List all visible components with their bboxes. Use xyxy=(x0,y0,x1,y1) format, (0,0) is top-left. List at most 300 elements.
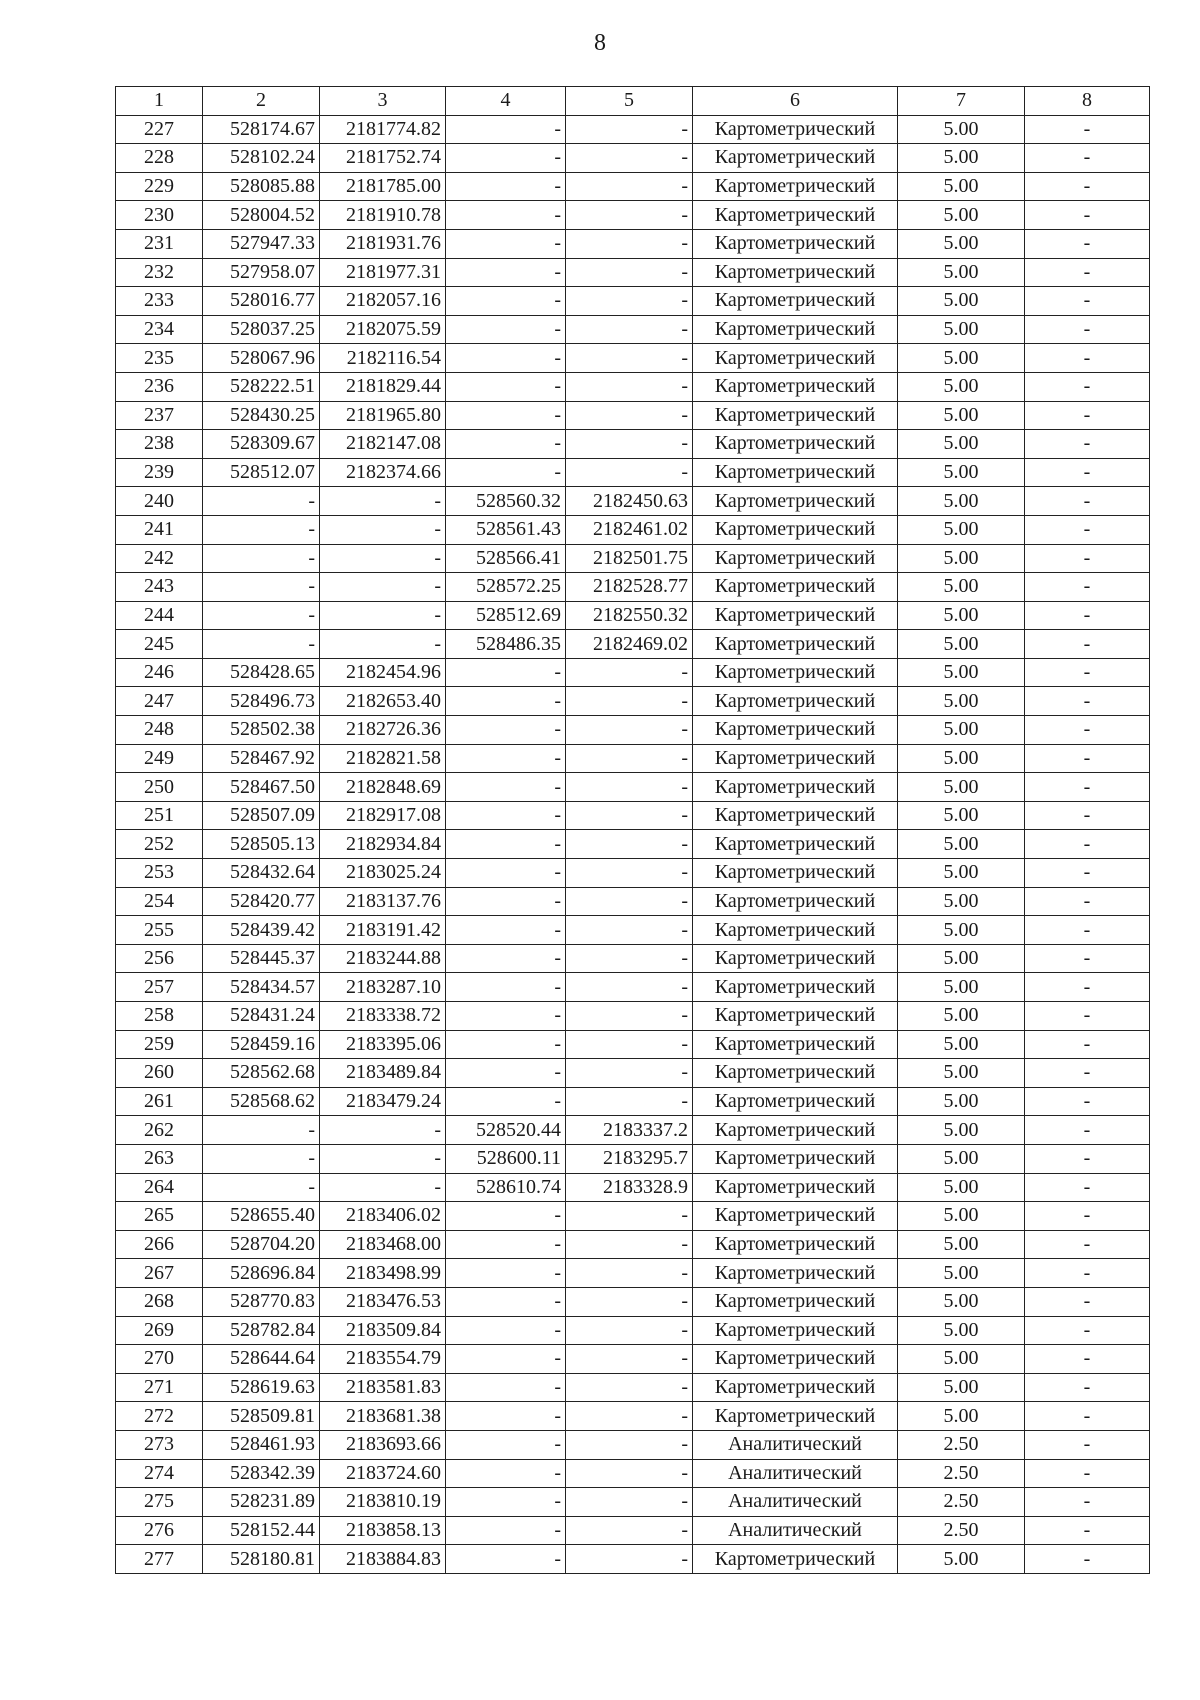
accuracy-cell: 5.00 xyxy=(898,144,1025,173)
accuracy-cell: 5.00 xyxy=(898,458,1025,487)
y-coordinate-new-cell: 2183295.7 xyxy=(566,1144,693,1173)
accuracy-cell: 5.00 xyxy=(898,1087,1025,1116)
y-coordinate-new-cell: - xyxy=(566,1345,693,1374)
y-coordinate-new-cell: - xyxy=(566,1259,693,1288)
table-row xyxy=(116,544,1150,573)
y-coordinate-cell: 2181785.00 xyxy=(320,172,446,201)
y-coordinate-new-cell: - xyxy=(566,801,693,830)
table-row xyxy=(116,515,1150,544)
column-header-8: 8 xyxy=(1025,87,1150,116)
x-coordinate-cell: 528037.25 xyxy=(203,315,320,344)
method-cell: Картометрический xyxy=(693,687,898,716)
note-cell: - xyxy=(1025,144,1150,173)
x-coordinate-new-cell: - xyxy=(446,1430,566,1459)
accuracy-cell: 5.00 xyxy=(898,544,1025,573)
x-coordinate-cell: - xyxy=(203,515,320,544)
y-coordinate-cell: 2181931.76 xyxy=(320,229,446,258)
method-cell: Картометрический xyxy=(693,801,898,830)
y-coordinate-cell: 2182057.16 xyxy=(320,287,446,316)
accuracy-cell: 5.00 xyxy=(898,229,1025,258)
x-coordinate-cell: 528180.81 xyxy=(203,1545,320,1574)
y-coordinate-cell: 2183498.99 xyxy=(320,1259,446,1288)
note-cell: - xyxy=(1025,315,1150,344)
accuracy-cell: 5.00 xyxy=(898,1345,1025,1374)
x-coordinate-cell: 528420.77 xyxy=(203,887,320,916)
x-coordinate-cell: 528222.51 xyxy=(203,372,320,401)
note-cell: - xyxy=(1025,1430,1150,1459)
x-coordinate-new-cell: - xyxy=(446,830,566,859)
accuracy-cell: 5.00 xyxy=(898,372,1025,401)
point-number-cell: 227 xyxy=(116,115,203,144)
y-coordinate-new-cell: - xyxy=(566,1459,693,1488)
x-coordinate-new-cell: - xyxy=(446,144,566,173)
y-coordinate-new-cell: - xyxy=(566,201,693,230)
table-row xyxy=(116,658,1150,687)
method-cell: Аналитический xyxy=(693,1459,898,1488)
note-cell: - xyxy=(1025,658,1150,687)
x-coordinate-cell: 528342.39 xyxy=(203,1459,320,1488)
point-number-cell: 230 xyxy=(116,201,203,230)
x-coordinate-new-cell: 528560.32 xyxy=(446,487,566,516)
x-coordinate-new-cell: - xyxy=(446,1030,566,1059)
method-cell: Картометрический xyxy=(693,887,898,916)
point-number-cell: 273 xyxy=(116,1430,203,1459)
x-coordinate-cell: 528434.57 xyxy=(203,973,320,1002)
method-cell: Картометрический xyxy=(693,1545,898,1574)
x-coordinate-new-cell: 528600.11 xyxy=(446,1144,566,1173)
y-coordinate-new-cell: - xyxy=(566,944,693,973)
table-row xyxy=(116,1459,1150,1488)
accuracy-cell: 5.00 xyxy=(898,401,1025,430)
y-coordinate-new-cell: - xyxy=(566,1316,693,1345)
x-coordinate-cell: 528512.07 xyxy=(203,458,320,487)
x-coordinate-cell: 528439.42 xyxy=(203,916,320,945)
y-coordinate-new-cell: - xyxy=(566,1030,693,1059)
x-coordinate-cell: - xyxy=(203,1173,320,1202)
y-coordinate-cell: 2182821.58 xyxy=(320,744,446,773)
accuracy-cell: 5.00 xyxy=(898,1373,1025,1402)
table-row xyxy=(116,344,1150,373)
note-cell: - xyxy=(1025,1316,1150,1345)
y-coordinate-cell: 2183287.10 xyxy=(320,973,446,1002)
point-number-cell: 237 xyxy=(116,401,203,430)
x-coordinate-new-cell: 528572.25 xyxy=(446,573,566,602)
table-row xyxy=(116,773,1150,802)
y-coordinate-cell: 2181752.74 xyxy=(320,144,446,173)
y-coordinate-new-cell: - xyxy=(566,1059,693,1088)
table-row xyxy=(116,1373,1150,1402)
point-number-cell: 257 xyxy=(116,973,203,1002)
table-row xyxy=(116,830,1150,859)
point-number-cell: 270 xyxy=(116,1345,203,1374)
method-cell: Картометрический xyxy=(693,716,898,745)
y-coordinate-new-cell: - xyxy=(566,916,693,945)
x-coordinate-new-cell: - xyxy=(446,1316,566,1345)
accuracy-cell: 2.50 xyxy=(898,1516,1025,1545)
y-coordinate-cell: - xyxy=(320,1144,446,1173)
accuracy-cell: 5.00 xyxy=(898,687,1025,716)
x-coordinate-new-cell: - xyxy=(446,1259,566,1288)
y-coordinate-new-cell: - xyxy=(566,716,693,745)
x-coordinate-new-cell: - xyxy=(446,1402,566,1431)
y-coordinate-new-cell: 2182469.02 xyxy=(566,630,693,659)
column-header-7: 7 xyxy=(898,87,1025,116)
note-cell: - xyxy=(1025,258,1150,287)
method-cell: Картометрический xyxy=(693,1173,898,1202)
note-cell: - xyxy=(1025,601,1150,630)
table-row xyxy=(116,372,1150,401)
note-cell: - xyxy=(1025,172,1150,201)
point-number-cell: 250 xyxy=(116,773,203,802)
y-coordinate-cell: - xyxy=(320,487,446,516)
method-cell: Картометрический xyxy=(693,630,898,659)
method-cell: Картометрический xyxy=(693,287,898,316)
table-row xyxy=(116,401,1150,430)
note-cell: - xyxy=(1025,1287,1150,1316)
x-coordinate-new-cell: - xyxy=(446,1373,566,1402)
x-coordinate-new-cell: 528610.74 xyxy=(446,1173,566,1202)
accuracy-cell: 5.00 xyxy=(898,1287,1025,1316)
note-cell: - xyxy=(1025,1173,1150,1202)
accuracy-cell: 5.00 xyxy=(898,1202,1025,1231)
method-cell: Картометрический xyxy=(693,115,898,144)
method-cell: Картометрический xyxy=(693,601,898,630)
y-coordinate-cell: 2182116.54 xyxy=(320,344,446,373)
point-number-cell: 259 xyxy=(116,1030,203,1059)
table-row xyxy=(116,1144,1150,1173)
accuracy-cell: 5.00 xyxy=(898,1230,1025,1259)
x-coordinate-cell: 528309.67 xyxy=(203,430,320,459)
note-cell: - xyxy=(1025,1087,1150,1116)
method-cell: Картометрический xyxy=(693,859,898,888)
x-coordinate-cell: - xyxy=(203,1144,320,1173)
y-coordinate-new-cell: 2182450.63 xyxy=(566,487,693,516)
method-cell: Картометрический xyxy=(693,1230,898,1259)
y-coordinate-new-cell: - xyxy=(566,172,693,201)
x-coordinate-new-cell: - xyxy=(446,973,566,1002)
y-coordinate-new-cell: 2183337.2 xyxy=(566,1116,693,1145)
point-number-cell: 232 xyxy=(116,258,203,287)
y-coordinate-new-cell: - xyxy=(566,229,693,258)
x-coordinate-new-cell: - xyxy=(446,372,566,401)
point-number-cell: 261 xyxy=(116,1087,203,1116)
accuracy-cell: 5.00 xyxy=(898,315,1025,344)
x-coordinate-cell: - xyxy=(203,544,320,573)
x-coordinate-cell: - xyxy=(203,601,320,630)
accuracy-cell: 5.00 xyxy=(898,1402,1025,1431)
y-coordinate-new-cell: 2182501.75 xyxy=(566,544,693,573)
table-row xyxy=(116,1202,1150,1231)
accuracy-cell: 5.00 xyxy=(898,859,1025,888)
table-row xyxy=(116,744,1150,773)
x-coordinate-new-cell: - xyxy=(446,172,566,201)
y-coordinate-cell: 2183509.84 xyxy=(320,1316,446,1345)
point-number-cell: 276 xyxy=(116,1516,203,1545)
point-number-cell: 246 xyxy=(116,658,203,687)
accuracy-cell: 5.00 xyxy=(898,830,1025,859)
x-coordinate-new-cell: - xyxy=(446,401,566,430)
y-coordinate-cell: - xyxy=(320,573,446,602)
y-coordinate-new-cell: 2182461.02 xyxy=(566,515,693,544)
x-coordinate-cell: 528231.89 xyxy=(203,1488,320,1517)
x-coordinate-new-cell: - xyxy=(446,1087,566,1116)
note-cell: - xyxy=(1025,229,1150,258)
x-coordinate-new-cell: - xyxy=(446,1488,566,1517)
point-number-cell: 272 xyxy=(116,1402,203,1431)
y-coordinate-new-cell: - xyxy=(566,372,693,401)
method-cell: Картометрический xyxy=(693,258,898,287)
note-cell: - xyxy=(1025,401,1150,430)
table-row xyxy=(116,172,1150,201)
y-coordinate-cell: 2183810.19 xyxy=(320,1488,446,1517)
method-cell: Картометрический xyxy=(693,916,898,945)
method-cell: Картометрический xyxy=(693,1402,898,1431)
table-row xyxy=(116,1516,1150,1545)
y-coordinate-new-cell: - xyxy=(566,344,693,373)
method-cell: Аналитический xyxy=(693,1488,898,1517)
point-number-cell: 256 xyxy=(116,944,203,973)
accuracy-cell: 5.00 xyxy=(898,1030,1025,1059)
column-header-4: 4 xyxy=(446,87,566,116)
y-coordinate-cell: - xyxy=(320,1116,446,1145)
x-coordinate-new-cell: - xyxy=(446,344,566,373)
accuracy-cell: 5.00 xyxy=(898,258,1025,287)
y-coordinate-new-cell: - xyxy=(566,258,693,287)
y-coordinate-cell: 2182374.66 xyxy=(320,458,446,487)
table-row xyxy=(116,1488,1150,1517)
x-coordinate-new-cell: - xyxy=(446,916,566,945)
note-cell: - xyxy=(1025,1144,1150,1173)
x-coordinate-cell: 528461.93 xyxy=(203,1430,320,1459)
x-coordinate-new-cell: - xyxy=(446,1459,566,1488)
point-number-cell: 269 xyxy=(116,1316,203,1345)
y-coordinate-cell: 2182147.08 xyxy=(320,430,446,459)
point-number-cell: 234 xyxy=(116,315,203,344)
y-coordinate-cell: 2183338.72 xyxy=(320,1002,446,1031)
x-coordinate-cell: 528782.84 xyxy=(203,1316,320,1345)
method-cell: Аналитический xyxy=(693,1430,898,1459)
accuracy-cell: 5.00 xyxy=(898,716,1025,745)
x-coordinate-cell: - xyxy=(203,630,320,659)
method-cell: Картометрический xyxy=(693,1316,898,1345)
point-number-cell: 253 xyxy=(116,859,203,888)
x-coordinate-new-cell: 528566.41 xyxy=(446,544,566,573)
note-cell: - xyxy=(1025,916,1150,945)
method-cell: Картометрический xyxy=(693,430,898,459)
point-number-cell: 263 xyxy=(116,1144,203,1173)
y-coordinate-cell: - xyxy=(320,1173,446,1202)
point-number-cell: 252 xyxy=(116,830,203,859)
y-coordinate-cell: 2183406.02 xyxy=(320,1202,446,1231)
method-cell: Аналитический xyxy=(693,1516,898,1545)
y-coordinate-cell: - xyxy=(320,630,446,659)
x-coordinate-cell: 528644.64 xyxy=(203,1345,320,1374)
y-coordinate-cell: 2182454.96 xyxy=(320,658,446,687)
note-cell: - xyxy=(1025,801,1150,830)
method-cell: Картометрический xyxy=(693,1002,898,1031)
x-coordinate-new-cell: - xyxy=(446,658,566,687)
x-coordinate-cell: 527947.33 xyxy=(203,229,320,258)
point-number-cell: 248 xyxy=(116,716,203,745)
method-cell: Картометрический xyxy=(693,830,898,859)
point-number-cell: 255 xyxy=(116,916,203,945)
accuracy-cell: 5.00 xyxy=(898,630,1025,659)
point-number-cell: 238 xyxy=(116,430,203,459)
accuracy-cell: 5.00 xyxy=(898,1002,1025,1031)
method-cell: Картометрический xyxy=(693,487,898,516)
note-cell: - xyxy=(1025,716,1150,745)
note-cell: - xyxy=(1025,573,1150,602)
table-row xyxy=(116,1002,1150,1031)
note-cell: - xyxy=(1025,430,1150,459)
method-cell: Картометрический xyxy=(693,315,898,344)
y-coordinate-new-cell: - xyxy=(566,430,693,459)
note-cell: - xyxy=(1025,744,1150,773)
x-coordinate-new-cell: - xyxy=(446,1516,566,1545)
table-row xyxy=(116,973,1150,1002)
y-coordinate-cell: 2183858.13 xyxy=(320,1516,446,1545)
x-coordinate-new-cell: - xyxy=(446,430,566,459)
column-header-5: 5 xyxy=(566,87,693,116)
table-row xyxy=(116,1402,1150,1431)
note-cell: - xyxy=(1025,544,1150,573)
note-cell: - xyxy=(1025,1230,1150,1259)
note-cell: - xyxy=(1025,1030,1150,1059)
y-coordinate-cell: 2182934.84 xyxy=(320,830,446,859)
accuracy-cell: 5.00 xyxy=(898,487,1025,516)
column-header-1: 1 xyxy=(116,87,203,116)
table-row xyxy=(116,144,1150,173)
x-coordinate-new-cell: - xyxy=(446,687,566,716)
note-cell: - xyxy=(1025,630,1150,659)
y-coordinate-cell: 2181774.82 xyxy=(320,115,446,144)
accuracy-cell: 5.00 xyxy=(898,287,1025,316)
point-number-cell: 268 xyxy=(116,1287,203,1316)
x-coordinate-cell: 528502.38 xyxy=(203,716,320,745)
accuracy-cell: 5.00 xyxy=(898,658,1025,687)
y-coordinate-cell: 2183025.24 xyxy=(320,859,446,888)
y-coordinate-cell: 2183468.00 xyxy=(320,1230,446,1259)
accuracy-cell: 5.00 xyxy=(898,1545,1025,1574)
x-coordinate-new-cell: 528486.35 xyxy=(446,630,566,659)
accuracy-cell: 5.00 xyxy=(898,515,1025,544)
note-cell: - xyxy=(1025,1059,1150,1088)
method-cell: Картометрический xyxy=(693,544,898,573)
point-number-cell: 275 xyxy=(116,1488,203,1517)
accuracy-cell: 5.00 xyxy=(898,973,1025,1002)
table-row xyxy=(116,1087,1150,1116)
y-coordinate-new-cell: - xyxy=(566,144,693,173)
table-row xyxy=(116,801,1150,830)
table-row xyxy=(116,315,1150,344)
note-cell: - xyxy=(1025,944,1150,973)
x-coordinate-new-cell: - xyxy=(446,801,566,830)
y-coordinate-new-cell: - xyxy=(566,773,693,802)
y-coordinate-new-cell: - xyxy=(566,115,693,144)
accuracy-cell: 5.00 xyxy=(898,916,1025,945)
point-number-cell: 236 xyxy=(116,372,203,401)
y-coordinate-new-cell: - xyxy=(566,744,693,773)
note-cell: - xyxy=(1025,1402,1150,1431)
y-coordinate-new-cell: - xyxy=(566,859,693,888)
table-row xyxy=(116,573,1150,602)
accuracy-cell: 5.00 xyxy=(898,430,1025,459)
note-cell: - xyxy=(1025,1345,1150,1374)
y-coordinate-cell: 2181829.44 xyxy=(320,372,446,401)
accuracy-cell: 5.00 xyxy=(898,1316,1025,1345)
x-coordinate-new-cell: - xyxy=(446,315,566,344)
table-row xyxy=(116,201,1150,230)
note-cell: - xyxy=(1025,201,1150,230)
x-coordinate-cell: - xyxy=(203,573,320,602)
accuracy-cell: 5.00 xyxy=(898,1173,1025,1202)
point-number-cell: 274 xyxy=(116,1459,203,1488)
table-row xyxy=(116,458,1150,487)
note-cell: - xyxy=(1025,1516,1150,1545)
table-row xyxy=(116,1345,1150,1374)
y-coordinate-cell: 2181910.78 xyxy=(320,201,446,230)
accuracy-cell: 5.00 xyxy=(898,744,1025,773)
x-coordinate-cell: 528467.50 xyxy=(203,773,320,802)
method-cell: Картометрический xyxy=(693,1287,898,1316)
x-coordinate-cell: 528016.77 xyxy=(203,287,320,316)
table-body xyxy=(116,115,1150,1573)
y-coordinate-cell: - xyxy=(320,544,446,573)
method-cell: Картометрический xyxy=(693,515,898,544)
method-cell: Картометрический xyxy=(693,1144,898,1173)
note-cell: - xyxy=(1025,372,1150,401)
header-row xyxy=(116,87,1150,116)
table-row xyxy=(116,1545,1150,1574)
x-coordinate-cell: 528102.24 xyxy=(203,144,320,173)
table-row xyxy=(116,859,1150,888)
note-cell: - xyxy=(1025,859,1150,888)
y-coordinate-new-cell: - xyxy=(566,658,693,687)
table-row xyxy=(116,115,1150,144)
y-coordinate-new-cell: - xyxy=(566,830,693,859)
y-coordinate-cell: 2182653.40 xyxy=(320,687,446,716)
method-cell: Картометрический xyxy=(693,1087,898,1116)
x-coordinate-new-cell: - xyxy=(446,287,566,316)
x-coordinate-new-cell: - xyxy=(446,1059,566,1088)
column-header-2: 2 xyxy=(203,87,320,116)
x-coordinate-cell: 528562.68 xyxy=(203,1059,320,1088)
accuracy-cell: 2.50 xyxy=(898,1430,1025,1459)
point-number-cell: 251 xyxy=(116,801,203,830)
y-coordinate-cell: 2183554.79 xyxy=(320,1345,446,1374)
x-coordinate-new-cell: - xyxy=(446,944,566,973)
y-coordinate-cell: 2183489.84 xyxy=(320,1059,446,1088)
y-coordinate-cell: - xyxy=(320,601,446,630)
method-cell: Картометрический xyxy=(693,973,898,1002)
table-row xyxy=(116,944,1150,973)
y-coordinate-cell: 2183244.88 xyxy=(320,944,446,973)
x-coordinate-cell: - xyxy=(203,487,320,516)
x-coordinate-cell: 528430.25 xyxy=(203,401,320,430)
method-cell: Картометрический xyxy=(693,944,898,973)
coordinates-table xyxy=(115,86,1150,1574)
y-coordinate-cell: 2182848.69 xyxy=(320,773,446,802)
x-coordinate-cell: 528568.62 xyxy=(203,1087,320,1116)
x-coordinate-new-cell: - xyxy=(446,458,566,487)
note-cell: - xyxy=(1025,830,1150,859)
y-coordinate-new-cell: - xyxy=(566,687,693,716)
method-cell: Картометрический xyxy=(693,1030,898,1059)
x-coordinate-new-cell: - xyxy=(446,1002,566,1031)
y-coordinate-new-cell: - xyxy=(566,887,693,916)
y-coordinate-cell: 2183479.24 xyxy=(320,1087,446,1116)
x-coordinate-cell: 528496.73 xyxy=(203,687,320,716)
